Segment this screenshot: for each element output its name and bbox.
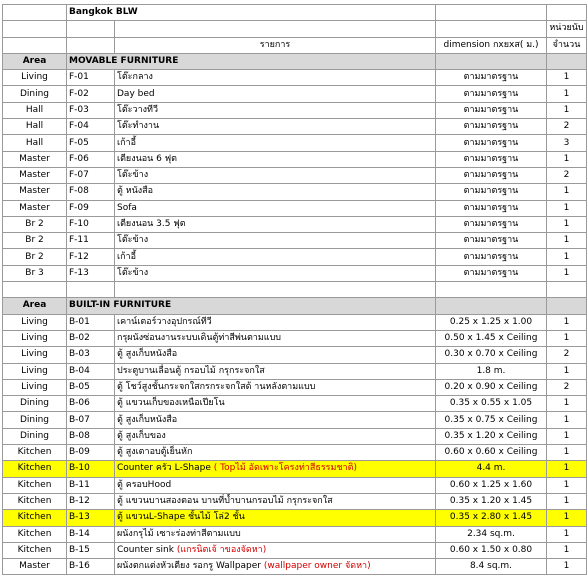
area-cell[interactable]: Hall xyxy=(3,102,67,118)
code-cell[interactable]: F-04 xyxy=(67,119,115,135)
area-cell[interactable]: Dining xyxy=(3,396,67,412)
quantity-cell[interactable]: 2 xyxy=(547,167,587,183)
dimension-cell[interactable]: 0.35 x 1.20 x 1.45 xyxy=(436,493,547,509)
table-row xyxy=(3,135,587,151)
area-cell[interactable]: Hall xyxy=(3,135,67,151)
dimension-cell[interactable]: ตามมาตรฐาน xyxy=(436,233,547,249)
item-cell[interactable] xyxy=(115,70,436,86)
code-cell[interactable]: F-08 xyxy=(67,184,115,200)
item-note: (wallpaper owner จัดหา) xyxy=(263,561,371,572)
item-note: (แกรนิตเจ้ าของจัดหา) xyxy=(176,544,267,555)
blank-cell[interactable] xyxy=(3,37,67,53)
area-cell[interactable]: Dining xyxy=(3,86,67,102)
code-cell[interactable]: B-09 xyxy=(67,445,115,461)
section-header-row xyxy=(3,53,587,69)
quantity-cell[interactable]: 1 xyxy=(547,542,587,558)
area-cell[interactable]: Master xyxy=(3,151,67,167)
blank-cell[interactable] xyxy=(547,53,587,69)
quantity-cell[interactable]: 1 xyxy=(547,559,587,575)
table-row xyxy=(3,249,587,265)
table-row xyxy=(3,396,587,412)
item-cell[interactable] xyxy=(115,314,436,330)
table-row xyxy=(3,493,587,509)
code-cell[interactable]: B-14 xyxy=(67,526,115,542)
item-cell[interactable] xyxy=(115,526,436,542)
dimension-cell[interactable]: ตามมาตรฐาน xyxy=(436,102,547,118)
dimension-cell[interactable]: ตามมาตรฐาน xyxy=(436,200,547,216)
area-cell[interactable]: Living xyxy=(3,363,67,379)
furniture-schedule-table xyxy=(2,4,587,575)
table-row xyxy=(3,265,587,281)
item-name: ตู้ หนังสือ xyxy=(117,186,154,197)
quantity-cell[interactable]: 1 xyxy=(547,265,587,281)
blank-cell[interactable] xyxy=(547,282,587,298)
table-row xyxy=(3,102,587,118)
item-cell[interactable] xyxy=(115,249,436,265)
quantity-cell[interactable]: 1 xyxy=(547,363,587,379)
item-cell[interactable] xyxy=(115,102,436,118)
area-cell[interactable]: Master xyxy=(3,559,67,575)
dimension-cell[interactable]: ตามมาตรฐาน xyxy=(436,265,547,281)
table-row xyxy=(3,477,587,493)
spacer-row xyxy=(3,21,587,37)
quantity-cell[interactable]: 1 xyxy=(547,314,587,330)
area-cell[interactable]: Kitchen xyxy=(3,526,67,542)
dimension-cell[interactable]: 0.35 x 1.20 x Ceiling xyxy=(436,428,547,444)
code-cell[interactable]: B-03 xyxy=(67,347,115,363)
code-cell[interactable]: B-01 xyxy=(67,314,115,330)
quantity-cell[interactable]: 1 xyxy=(547,200,587,216)
table-row xyxy=(3,347,587,363)
dimension-cell[interactable]: ตามมาตรฐาน xyxy=(436,70,547,86)
item-cell[interactable] xyxy=(115,542,436,558)
section-title[interactable]: BUILT-IN FURNITURE xyxy=(67,298,436,314)
item-cell[interactable] xyxy=(115,119,436,135)
item-cell[interactable] xyxy=(115,379,436,395)
item-note: ( Topไม้ อัดเพาะโครงท่าสีธรรมชาติ) xyxy=(213,463,357,474)
area-cell[interactable]: Master xyxy=(3,167,67,183)
item-name: ตู้ โชว์สูงชั้นกระจกใสกรกระจกใสด้ านหลังตามแบบ xyxy=(117,381,316,392)
quantity-cell[interactable]: 1 xyxy=(547,526,587,542)
item-cell[interactable] xyxy=(115,216,436,232)
blank-cell[interactable] xyxy=(67,282,115,298)
item-cell[interactable] xyxy=(115,445,436,461)
area-cell[interactable]: Living xyxy=(3,314,67,330)
dimension-header[interactable]: dimension กxยxส( ม.) xyxy=(436,37,547,53)
item-cell[interactable] xyxy=(115,412,436,428)
blank-cell[interactable] xyxy=(436,298,547,314)
code-cell[interactable]: F-01 xyxy=(67,70,115,86)
table-row xyxy=(3,559,587,575)
unit-header[interactable]: หน่วยนับ xyxy=(547,21,587,37)
table-row xyxy=(3,542,587,558)
dimension-cell[interactable]: 0.35 x 0.75 x Ceiling xyxy=(436,412,547,428)
quantity-cell[interactable]: 1 xyxy=(547,249,587,265)
blank-cell[interactable] xyxy=(436,5,547,21)
area-cell[interactable]: Master xyxy=(3,184,67,200)
area-cell[interactable]: Br 2 xyxy=(3,233,67,249)
code-cell[interactable]: F-09 xyxy=(67,200,115,216)
table-row xyxy=(3,151,587,167)
dimension-cell[interactable]: ตามมาตรฐาน xyxy=(436,86,547,102)
item-name: ตู้ สูงเตาอบตู้เย็นหัก xyxy=(117,447,193,458)
dimension-cell[interactable]: 0.60 x 1.50 x 0.80 xyxy=(436,542,547,558)
item-name: ตู้ สูงเก็บหนังสือ xyxy=(117,414,178,425)
quantity-cell[interactable]: 2 xyxy=(547,119,587,135)
blank-cell[interactable] xyxy=(67,21,115,37)
quantity-cell[interactable]: 1 xyxy=(547,233,587,249)
item-name: โต๊ะกลาง xyxy=(117,72,153,83)
quantity-cell[interactable]: 1 xyxy=(547,461,587,477)
item-name: Counter ครัว L-Shape xyxy=(117,463,211,474)
area-cell[interactable]: Living xyxy=(3,70,67,86)
dimension-cell[interactable]: 0.30 x 0.70 x Ceiling xyxy=(436,347,547,363)
item-cell[interactable] xyxy=(115,330,436,346)
code-cell[interactable]: F-05 xyxy=(67,135,115,151)
blank-cell[interactable] xyxy=(3,282,67,298)
code-cell[interactable]: F-13 xyxy=(67,265,115,281)
table-row xyxy=(3,184,587,200)
item-name: เคาน์เตอร์วางอุปกรณ์ทีวี xyxy=(117,316,212,327)
section-title[interactable]: MOVABLE FURNITURE xyxy=(67,53,436,69)
blank-cell[interactable] xyxy=(436,21,547,37)
blank-cell[interactable] xyxy=(547,5,587,21)
code-cell[interactable]: B-04 xyxy=(67,363,115,379)
item-name: กรุผนังซ่อนงานระบบเดินตู้ท่าสีพ่นตามแบบ xyxy=(117,333,282,344)
area-cell[interactable]: Master xyxy=(3,200,67,216)
table-row xyxy=(3,330,587,346)
dimension-cell[interactable]: 0.35 x 2.80 x 1.45 xyxy=(436,510,547,526)
dimension-cell[interactable]: ตามมาตรฐาน xyxy=(436,151,547,167)
quantity-cell[interactable]: 1 xyxy=(547,216,587,232)
table-row xyxy=(3,363,587,379)
title-row xyxy=(3,5,587,21)
dimension-cell[interactable]: 0.60 x 1.25 x 1.60 xyxy=(436,477,547,493)
area-cell[interactable]: Hall xyxy=(3,119,67,135)
code-cell[interactable]: F-11 xyxy=(67,233,115,249)
quantity-cell[interactable]: 1 xyxy=(547,70,587,86)
dimension-cell[interactable]: ตามมาตรฐาน xyxy=(436,184,547,200)
section-area-label[interactable]: Area xyxy=(3,298,67,314)
item-name: โต๊ะข้าง xyxy=(117,267,149,278)
quantity-cell[interactable]: 2 xyxy=(547,379,587,395)
table-row xyxy=(3,526,587,542)
item-cell[interactable] xyxy=(115,86,436,102)
item-name: ผนังตกแต่งหัวเตียง รอกรู Wallpaper xyxy=(117,561,261,572)
table-row xyxy=(3,428,587,444)
area-cell[interactable]: Living xyxy=(3,379,67,395)
blank-cell[interactable] xyxy=(67,37,115,53)
quantity-cell[interactable]: 2 xyxy=(547,347,587,363)
item-cell[interactable] xyxy=(115,135,436,151)
dimension-cell[interactable]: 2.34 sq.m. xyxy=(436,526,547,542)
dimension-cell[interactable]: 8.4 sq.m. xyxy=(436,559,547,575)
dimension-cell[interactable]: ตามมาตรฐาน xyxy=(436,135,547,151)
table-row xyxy=(3,412,587,428)
item-name: ตู้ แขวนL-Shape ชั้นไม้ โล่2 ชั้น xyxy=(117,512,245,523)
dimension-cell[interactable]: 0.25 x 1.25 x 1.00 xyxy=(436,314,547,330)
item-cell[interactable] xyxy=(115,167,436,183)
dimension-cell[interactable]: ตามมาตรฐาน xyxy=(436,119,547,135)
area-cell[interactable]: Kitchen xyxy=(3,445,67,461)
item-name: ประตูบานเลื่อนตู้ กรอบไม้ กรุกระจกใส xyxy=(117,365,265,376)
quantity-cell[interactable]: 1 xyxy=(547,86,587,102)
blank-cell[interactable] xyxy=(3,21,67,37)
code-cell[interactable]: B-07 xyxy=(67,412,115,428)
item-name: เตียงนอน 6 ฟุต xyxy=(117,153,177,164)
blank-cell[interactable] xyxy=(436,282,547,298)
quantity-cell[interactable]: 1 xyxy=(547,493,587,509)
dimension-cell[interactable]: 0.20 x 0.90 x Ceiling xyxy=(436,379,547,395)
quantity-cell[interactable]: 1 xyxy=(547,330,587,346)
sheet-title[interactable]: Bangkok BLW xyxy=(67,5,436,21)
table-row xyxy=(3,314,587,330)
code-cell[interactable]: F-07 xyxy=(67,167,115,183)
quantity-cell[interactable]: 1 xyxy=(547,151,587,167)
blank-cell[interactable] xyxy=(547,298,587,314)
dimension-cell[interactable]: 0.50 x 1.45 x Ceiling xyxy=(436,330,547,346)
item-cell[interactable] xyxy=(115,477,436,493)
item-name: ตู้ แขวนเก็บของเหนือเปียโน xyxy=(117,398,225,409)
item-cell[interactable] xyxy=(115,493,436,509)
table-row xyxy=(3,233,587,249)
code-cell[interactable]: F-02 xyxy=(67,86,115,102)
item-name: ตู้ แขวนบานสองตอน บานที่บ้ำบานกรอบไม้ กรุกระจกใส xyxy=(117,496,333,507)
code-cell[interactable]: B-11 xyxy=(67,477,115,493)
column-header-row xyxy=(3,37,587,53)
quantity-header[interactable]: จำนวน xyxy=(547,37,587,53)
area-cell[interactable]: Kitchen xyxy=(3,493,67,509)
item-cell[interactable] xyxy=(115,200,436,216)
area-cell[interactable]: Kitchen xyxy=(3,510,67,526)
item-cell[interactable] xyxy=(115,428,436,444)
table-row xyxy=(3,200,587,216)
code-cell[interactable]: B-12 xyxy=(67,493,115,509)
quantity-cell[interactable]: 1 xyxy=(547,184,587,200)
sheet-body xyxy=(3,5,587,575)
item-name: Day bed xyxy=(117,88,155,99)
dimension-cell[interactable]: 0.60 x 0.60 x Ceiling xyxy=(436,445,547,461)
item-header[interactable]: รายการ xyxy=(115,37,436,53)
blank-cell[interactable] xyxy=(3,5,67,21)
code-cell[interactable]: B-10 xyxy=(67,461,115,477)
code-cell[interactable]: B-05 xyxy=(67,379,115,395)
code-cell[interactable]: F-06 xyxy=(67,151,115,167)
item-name: โต๊ะวางทีวี xyxy=(117,104,159,115)
code-cell[interactable]: B-08 xyxy=(67,428,115,444)
item-cell[interactable] xyxy=(115,363,436,379)
code-cell[interactable]: F-12 xyxy=(67,249,115,265)
dimension-cell[interactable]: ตามมาตรฐาน xyxy=(436,167,547,183)
item-name: Sofa xyxy=(117,202,137,213)
item-cell[interactable] xyxy=(115,151,436,167)
area-cell[interactable]: Br 2 xyxy=(3,216,67,232)
dimension-cell[interactable]: ตามมาตรฐาน xyxy=(436,249,547,265)
table-row xyxy=(3,167,587,183)
item-cell[interactable] xyxy=(115,347,436,363)
item-name: ตู้ สูงเก็บหนังสือ xyxy=(117,349,178,360)
code-cell[interactable]: B-02 xyxy=(67,330,115,346)
quantity-cell[interactable]: 1 xyxy=(547,412,587,428)
quantity-cell[interactable]: 1 xyxy=(547,477,587,493)
code-cell[interactable]: B-06 xyxy=(67,396,115,412)
area-cell[interactable]: Br 3 xyxy=(3,265,67,281)
code-cell[interactable]: B-16 xyxy=(67,559,115,575)
code-cell[interactable]: B-13 xyxy=(67,510,115,526)
dimension-cell[interactable]: 0.35 x 0.55 x 1.05 xyxy=(436,396,547,412)
area-cell[interactable]: Kitchen xyxy=(3,477,67,493)
item-name: ตู้ สูงเก็บของ xyxy=(117,430,166,441)
item-name: โต๊ะข้าง xyxy=(117,170,149,181)
dimension-cell[interactable]: 1.8 m. xyxy=(436,363,547,379)
item-name: โต๊ะทำงาน xyxy=(117,121,160,132)
blank-cell[interactable] xyxy=(436,53,547,69)
spacer-row xyxy=(3,282,587,298)
quantity-cell[interactable]: 1 xyxy=(547,428,587,444)
item-cell[interactable] xyxy=(115,265,436,281)
blank-cell[interactable] xyxy=(115,21,436,37)
item-name: เก้าอี้ xyxy=(117,137,136,148)
area-cell[interactable]: Kitchen xyxy=(3,542,67,558)
table-row xyxy=(3,119,587,135)
quantity-cell[interactable]: 1 xyxy=(547,102,587,118)
table-row xyxy=(3,445,587,461)
item-cell[interactable] xyxy=(115,233,436,249)
item-cell[interactable] xyxy=(115,396,436,412)
quantity-cell[interactable]: 1 xyxy=(547,510,587,526)
table-row xyxy=(3,86,587,102)
item-name: ผนังกรุไม้ เซาะร่องท่าสีตามแบบ xyxy=(117,528,241,539)
code-cell[interactable]: F-10 xyxy=(67,216,115,232)
item-name: เตียงนอน 3.5 ฟุต xyxy=(117,219,186,229)
item-cell[interactable] xyxy=(115,461,436,477)
quantity-cell[interactable]: 1 xyxy=(547,445,587,461)
dimension-cell[interactable]: ตามมาตรฐาน xyxy=(436,216,547,232)
item-name: ตู้ ครอบHood xyxy=(117,479,172,490)
item-cell[interactable] xyxy=(115,559,436,575)
item-name: โต๊ะข้าง xyxy=(117,235,149,246)
section-area-label[interactable]: Area xyxy=(3,53,67,69)
table-row xyxy=(3,379,587,395)
code-cell[interactable]: F-03 xyxy=(67,102,115,118)
table-row xyxy=(3,216,587,232)
section-header-row xyxy=(3,298,587,314)
table-row xyxy=(3,70,587,86)
area-cell[interactable]: Living xyxy=(3,347,67,363)
area-cell[interactable]: Dining xyxy=(3,412,67,428)
area-cell[interactable]: Br 2 xyxy=(3,249,67,265)
dimension-cell[interactable]: 4.4 m. xyxy=(436,461,547,477)
area-cell[interactable]: Dining xyxy=(3,428,67,444)
blank-cell[interactable] xyxy=(115,282,436,298)
table-row xyxy=(3,510,587,526)
item-cell[interactable] xyxy=(115,184,436,200)
table-row xyxy=(3,461,587,477)
quantity-cell[interactable]: 1 xyxy=(547,396,587,412)
area-cell[interactable]: Kitchen xyxy=(3,461,67,477)
item-cell[interactable] xyxy=(115,510,436,526)
item-name: Counter sink xyxy=(117,544,174,555)
item-name: เก้าอี้ xyxy=(117,251,136,262)
quantity-cell[interactable]: 3 xyxy=(547,135,587,151)
code-cell[interactable]: B-15 xyxy=(67,542,115,558)
area-cell[interactable]: Living xyxy=(3,330,67,346)
